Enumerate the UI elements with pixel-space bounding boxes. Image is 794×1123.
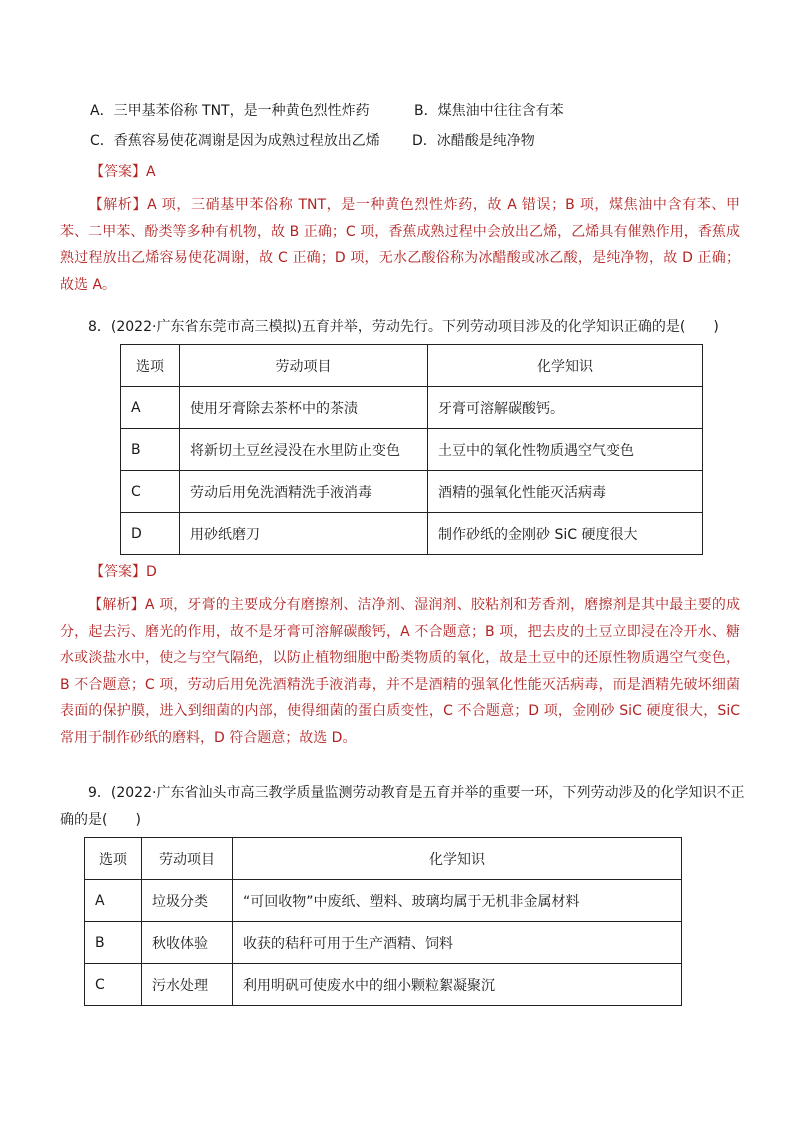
table-header-cell: 劳动项目: [142, 838, 233, 880]
table-cell: 制作砂纸的金刚砂 SiC 硬度很大: [428, 513, 703, 555]
table-row: [85, 964, 682, 1006]
table-header-cell: 选项: [121, 345, 180, 387]
answer-label: 【答案】: [90, 564, 146, 580]
q8-table: [120, 344, 703, 555]
analysis-text: A 项，三硝基甲苯俗称 TNT，是一种黄色烈性炸药，故 A 错误；B 项，煤焦油中含有苯、甲苯、二甲苯、酚类等多种有机物，故 B 正确；C 项，香蕉成熟过程中会放出乙烯，乙烯具有催熟作用，香蕉成熟过程放出乙烯容易使花凋谢，故 C 正确；D 项，无水乙酸俗称为冰醋酸或冰乙酸，是纯净物，故 D 正确；故选 A。: [60, 197, 741, 293]
answer-label: 【答案】: [90, 164, 146, 180]
table-header-cell: 化学知识: [233, 838, 682, 880]
analysis-text: A 项，牙膏的主要成分有磨擦剂、洁净剂、湿润剂、胶粘剂和芳香剂，磨擦剂是其中最主要的成分，起去污、磨光的作用，故不是牙膏可溶解碳酸钙，A 不合题意；B 项，把去皮的土豆立即浸在冷开水、糖水或淡盐水中，使之与空气隔绝，以防止植物细胞中酚类物质的氧化，故是土豆中的还原性物质遇空气变色，B 不合题意；C 项，劳动后用免洗酒精洗手液消毒，并不是酒精的强氧化性能灭活病毒，而是酒精先破坏细菌表面的保护膜，进入到细菌的内部，使得细菌的蛋白质变性，C 不合题意；D 项，金刚砂 SiC 硬度很大，SiC 常用于制作砂纸的磨料，D 符合题意；故选 D。: [60, 597, 741, 746]
analysis-label: 【解析】: [88, 597, 145, 613]
q7-option-c: C．香蕉容易使花凋谢是因为成熟过程放出乙烯: [90, 133, 380, 149]
table-cell: A: [85, 880, 142, 922]
q8-analysis: [60, 592, 740, 751]
q9-table: [84, 837, 682, 1006]
table-row: [121, 429, 703, 471]
q7-answer: [90, 162, 156, 182]
analysis-label: 【解析】: [88, 197, 148, 213]
table-cell: 垃圾分类: [142, 880, 233, 922]
table-cell: 秋收体验: [142, 922, 233, 964]
table-cell: 使用牙膏除去茶杯中的茶渍: [180, 387, 428, 429]
table-cell: 劳动后用免洗酒精洗手液消毒: [180, 471, 428, 513]
table-header-row: [85, 838, 682, 880]
table-row: [85, 880, 682, 922]
table-header-row: [121, 345, 703, 387]
table-cell: 用砂纸磨刀: [180, 513, 428, 555]
table-header-cell: 化学知识: [428, 345, 703, 387]
table-row: [85, 922, 682, 964]
table-cell: 收获的秸秆可用于生产酒精、饲料: [233, 922, 682, 964]
table-header-cell: 选项: [85, 838, 142, 880]
table-row: [121, 471, 703, 513]
q7-analysis: [60, 192, 740, 298]
table-cell: 利用明矾可使废水中的细小颗粒絮凝聚沉: [233, 964, 682, 1006]
table-cell: C: [121, 471, 180, 513]
table-cell: A: [121, 387, 180, 429]
table-cell: D: [121, 513, 180, 555]
table-cell: 将新切土豆丝浸没在水里防止变色: [180, 429, 428, 471]
answer-value: A: [146, 164, 156, 180]
q9-stem: 9．(2022·广东省汕头市高三教学质量监测劳动教育是五育并举的重要一环，下列劳动涉及的化学知识不正确的是( ): [60, 785, 745, 828]
answer-value: D: [146, 564, 157, 580]
table-header-cell: 劳动项目: [180, 345, 428, 387]
table-cell: B: [121, 429, 180, 471]
table-cell: 土豆中的氧化性物质遇空气变色: [428, 429, 703, 471]
q7-option-b: B．煤焦油中往往含有苯: [414, 103, 564, 119]
table-cell: 牙膏可溶解碳酸钙。: [428, 387, 703, 429]
q8-answer: [90, 562, 157, 582]
table-cell: B: [85, 922, 142, 964]
table-row: [121, 387, 703, 429]
q7-option-a: A．三甲基苯俗称 TNT，是一种黄色烈性炸药: [90, 103, 370, 119]
table-cell: 酒精的强氧化性能灭活病毒: [428, 471, 703, 513]
q8-stem: 8．(2022·广东省东莞市高三模拟)五育并举，劳动先行。下列劳动项目涉及的化学知识正确的是( ): [88, 319, 719, 335]
table-cell: “可回收物”中废纸、塑料、玻璃均属于无机非金属材料: [233, 880, 682, 922]
table-cell: C: [85, 964, 142, 1006]
table-cell: 污水处理: [142, 964, 233, 1006]
table-row: [121, 513, 703, 555]
q7-option-d: D．冰醋酸是纯净物: [412, 133, 535, 149]
